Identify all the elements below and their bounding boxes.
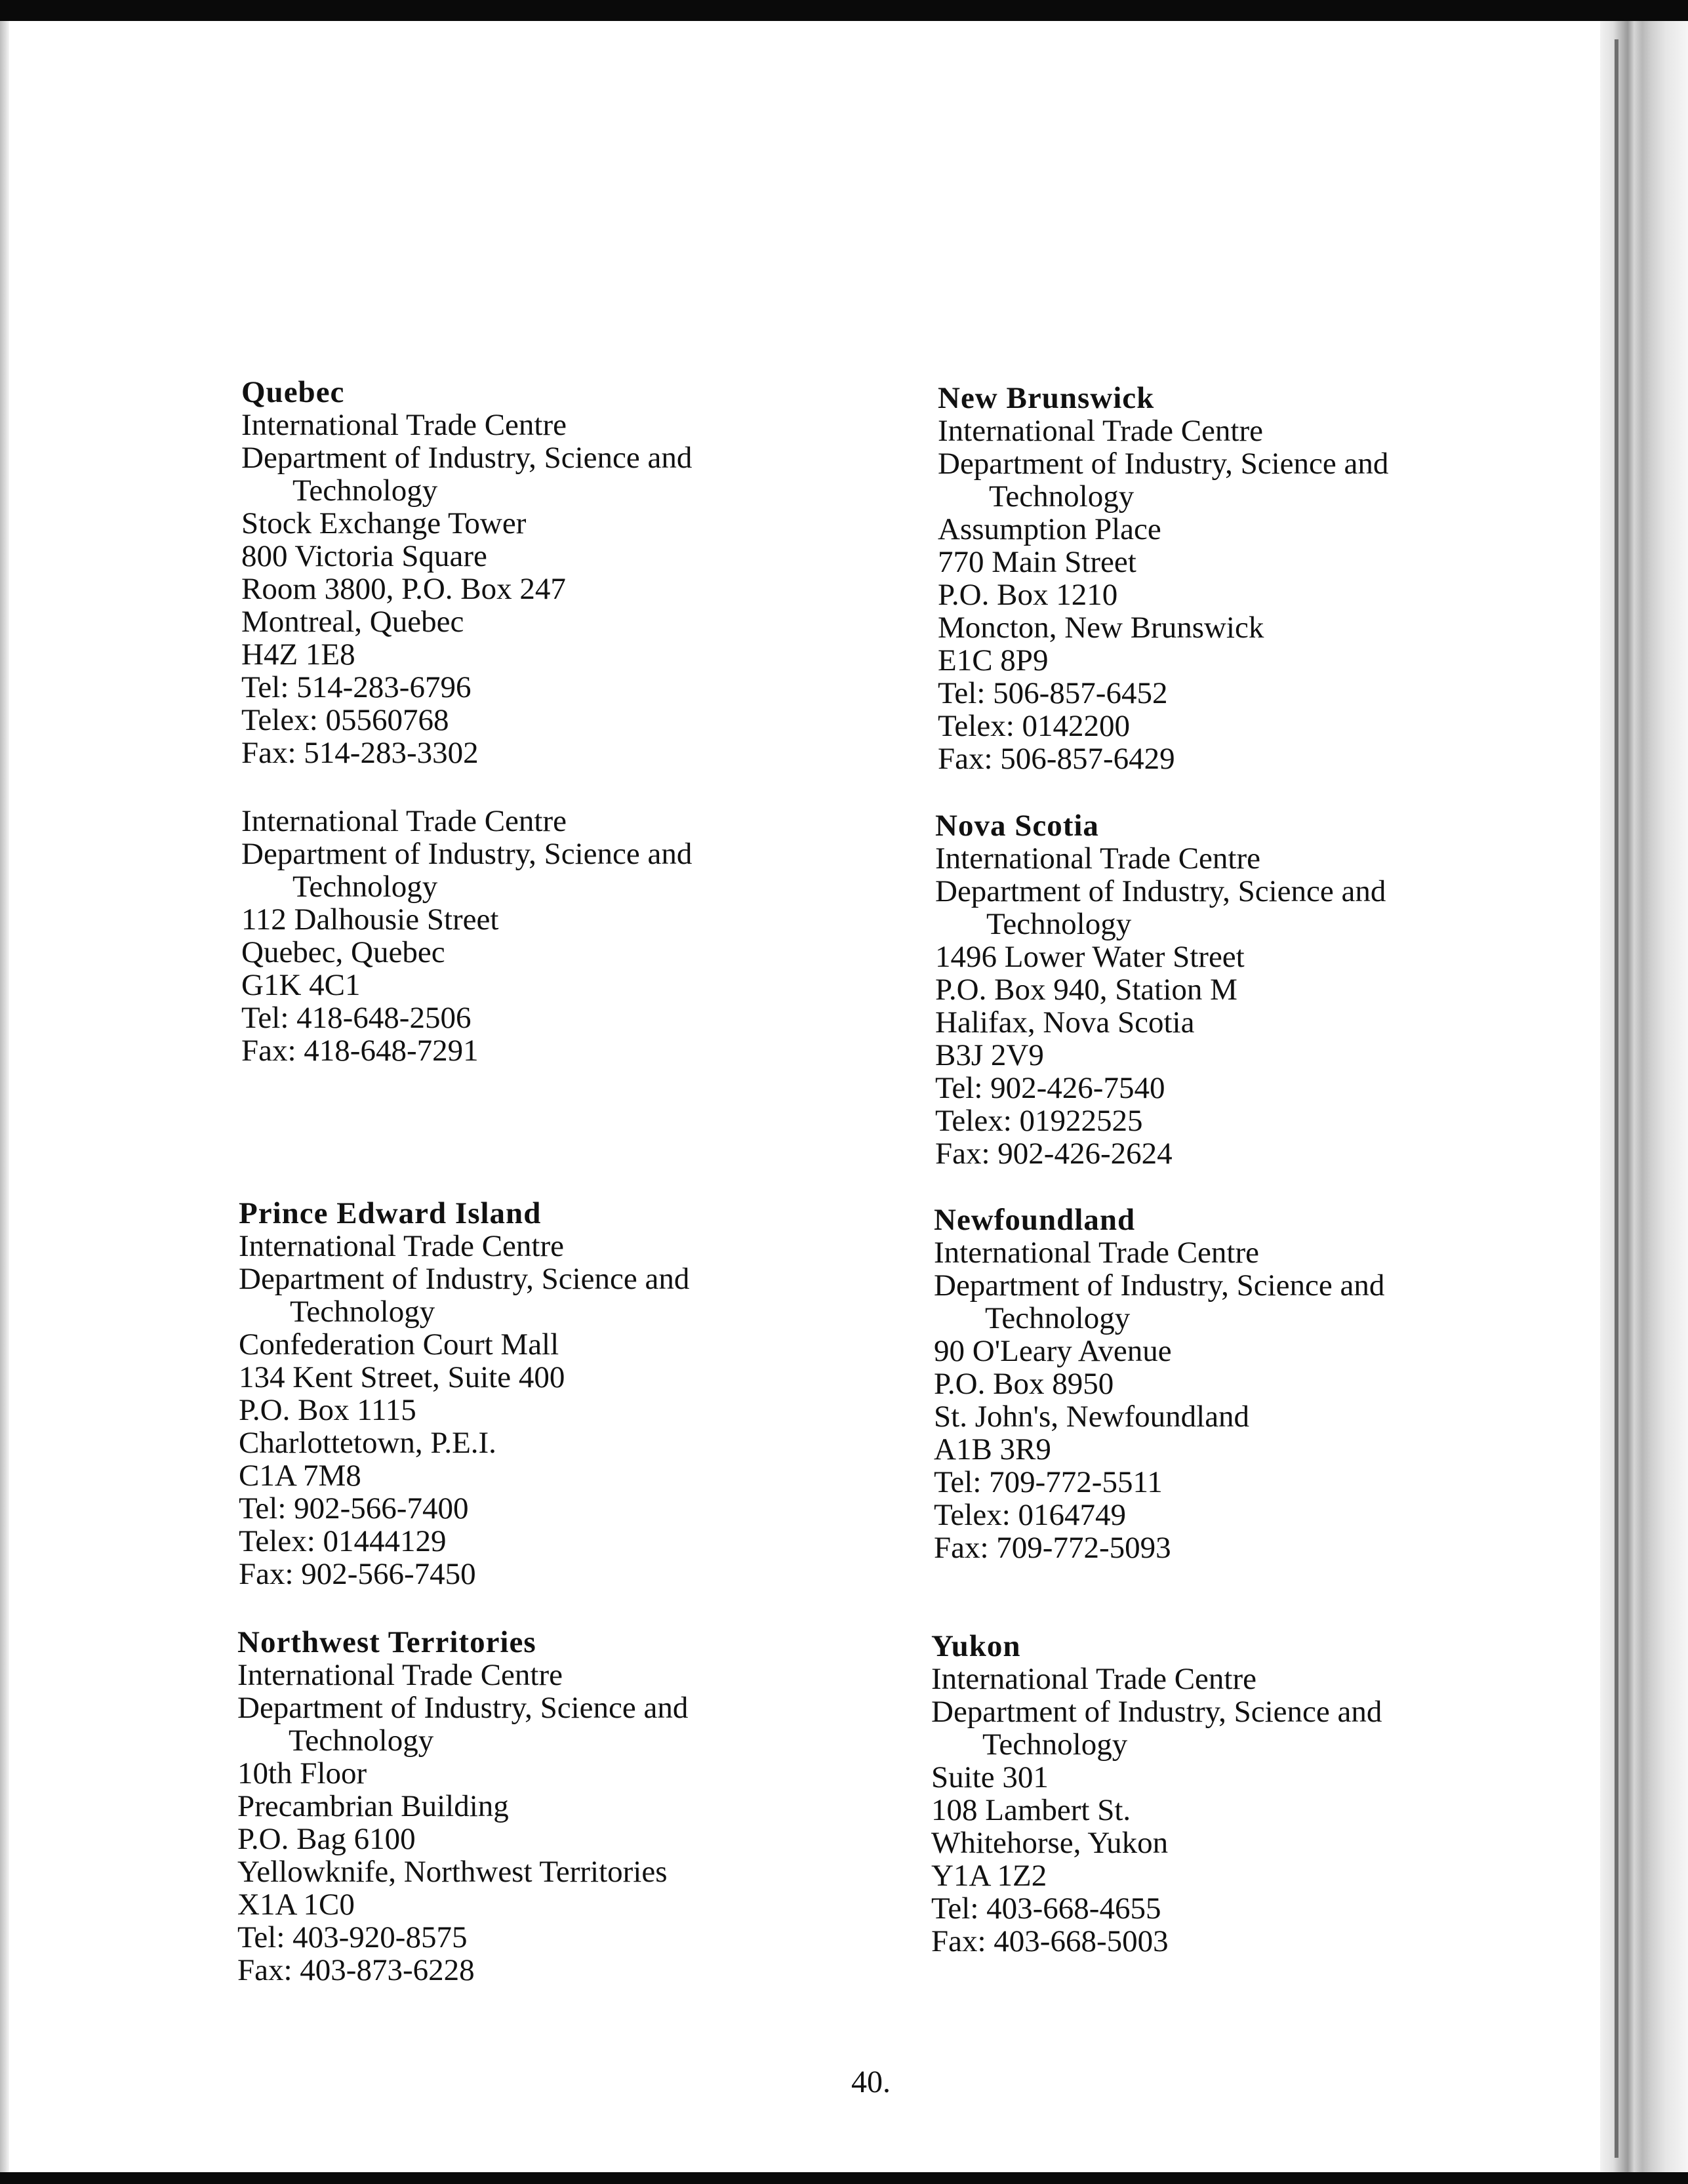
entry-line: Department of Industry, Science and: [241, 837, 693, 871]
entry-line: Department of Industry, Science and: [934, 1268, 1385, 1303]
entry-line: Room 3800, P.O. Box 247: [241, 572, 566, 606]
page-number: 40.: [851, 2065, 891, 2099]
entry-line: Precambrian Building: [237, 1789, 509, 1823]
entry-line: Telex: 05560768: [241, 703, 449, 737]
entry-line: Quebec, Quebec: [241, 935, 445, 969]
office-entry-nova-scotia: [935, 809, 1386, 1170]
entry-line: C1A 7M8: [239, 1459, 361, 1493]
entry-line: Technology: [292, 870, 438, 904]
entry-line: St. John's, Newfoundland: [934, 1400, 1250, 1434]
entry-line: Tel: 403-920-8575: [237, 1920, 468, 1954]
entry-line: Suite 301: [931, 1760, 1049, 1794]
entry-line: Department of Industry, Science and: [931, 1695, 1382, 1729]
entry-line: 770 Main Street: [938, 545, 1136, 579]
entry-heading: Yukon: [931, 1629, 1021, 1663]
office-entry-northwest-territories: [237, 1626, 688, 1987]
entry-line: P.O. Box 8950: [934, 1367, 1114, 1401]
office-entry-newfoundland: [934, 1203, 1384, 1564]
entry-line: International Trade Centre: [241, 804, 567, 838]
entry-line: Department of Industry, Science and: [239, 1262, 690, 1296]
entry-line: Fax: 709-772-5093: [934, 1531, 1171, 1565]
entry-line: Department of Industry, Science and: [237, 1691, 689, 1725]
entry-line: Fax: 514-283-3302: [241, 736, 479, 770]
entry-line: E1C 8P9: [938, 643, 1049, 677]
entry-line: H4Z 1E8: [241, 637, 355, 672]
entry-line: Telex: 01922525: [935, 1104, 1143, 1138]
entry-line: Fax: 403-873-6228: [237, 1953, 475, 1987]
entry-line: A1B 3R9: [934, 1432, 1051, 1466]
entry-line: 800 Victoria Square: [241, 539, 487, 573]
entry-heading: Prince Edward Island: [239, 1196, 542, 1230]
office-entry-new-brunswick: [938, 382, 1388, 775]
office-entry-quebec-city: [241, 805, 692, 1067]
entry-line: 108 Lambert St.: [931, 1793, 1131, 1827]
entry-line: Tel: 902-566-7400: [239, 1491, 469, 1526]
entry-line: Moncton, New Brunswick: [938, 611, 1264, 645]
entry-line: B3J 2V9: [935, 1038, 1044, 1072]
entry-line: Tel: 506-857-6452: [938, 676, 1168, 710]
scan-left-shadow: [0, 21, 9, 2172]
entry-line: Fax: 506-857-6429: [938, 742, 1175, 776]
entry-line: Department of Industry, Science and: [935, 874, 1386, 908]
entry-line: Confederation Court Mall: [239, 1327, 559, 1362]
entry-line: G1K 4C1: [241, 968, 361, 1002]
entry-line: Fax: 403-668-5003: [931, 1924, 1169, 1958]
entry-heading: Northwest Territories: [237, 1625, 536, 1659]
entry-line: 134 Kent Street, Suite 400: [239, 1360, 565, 1394]
entry-line: International Trade Centre: [935, 841, 1260, 876]
office-entry-yukon: [931, 1630, 1382, 1958]
entry-line: Tel: 902-426-7540: [935, 1071, 1165, 1105]
entry-line: Halifax, Nova Scotia: [935, 1005, 1195, 1040]
entry-line: P.O. Box 940, Station M: [935, 973, 1237, 1007]
entry-line: Telex: 0164749: [934, 1498, 1127, 1532]
entry-line: Whitehorse, Yukon: [931, 1826, 1169, 1860]
entry-heading: Quebec: [241, 375, 345, 409]
entry-line: Tel: 709-772-5511: [934, 1465, 1163, 1499]
entry-line: Tel: 514-283-6796: [241, 670, 472, 704]
entry-line: 1496 Lower Water Street: [935, 940, 1245, 974]
entry-line: P.O. Box 1210: [938, 578, 1118, 612]
scan-top-border: [0, 0, 1688, 21]
entry-line: Technology: [289, 1724, 434, 1758]
entry-heading: Newfoundland: [934, 1203, 1136, 1237]
entry-line: Department of Industry, Science and: [938, 447, 1389, 481]
entry-line: International Trade Centre: [931, 1662, 1256, 1696]
entry-line: P.O. Bag 6100: [237, 1822, 416, 1856]
office-entry-quebec-montreal: [241, 376, 692, 769]
entry-heading: Nova Scotia: [935, 809, 1099, 843]
entry-line: Telex: 01444129: [239, 1524, 447, 1558]
office-entry-prince-edward-island: [239, 1197, 689, 1590]
entry-line: P.O. Box 1115: [239, 1393, 416, 1427]
entry-line: Technology: [982, 1728, 1128, 1762]
entry-line: Yellowknife, Northwest Territories: [237, 1855, 668, 1889]
entry-line: Fax: 418-648-7291: [241, 1034, 479, 1068]
entry-line: International Trade Centre: [938, 414, 1263, 448]
entry-line: International Trade Centre: [237, 1658, 563, 1692]
entry-line: Technology: [292, 474, 438, 508]
entry-line: 112 Dalhousie Street: [241, 902, 499, 937]
entry-line: Telex: 0142200: [938, 709, 1131, 743]
entry-line: Technology: [986, 907, 1132, 941]
entry-line: International Trade Centre: [934, 1236, 1259, 1270]
entry-line: Montreal, Quebec: [241, 605, 464, 639]
entry-line: International Trade Centre: [241, 408, 567, 442]
entry-line: Stock Exchange Tower: [241, 506, 527, 540]
entry-line: Technology: [985, 1301, 1131, 1335]
entry-line: Fax: 902-566-7450: [239, 1557, 476, 1591]
entry-line: Tel: 418-648-2506: [241, 1001, 472, 1035]
entry-heading: New Brunswick: [938, 381, 1155, 415]
entry-line: X1A 1C0: [237, 1888, 355, 1922]
entry-line: Charlottetown, P.E.I.: [239, 1426, 496, 1460]
entry-line: Department of Industry, Science and: [241, 441, 693, 475]
entry-line: Y1A 1Z2: [931, 1859, 1047, 1893]
page-binding-edge: [1600, 21, 1688, 2172]
page-binding-line: [1615, 39, 1618, 2158]
entry-line: Assumption Place: [938, 512, 1161, 546]
entry-line: International Trade Centre: [239, 1229, 564, 1263]
scan-bottom-border: [0, 2172, 1688, 2184]
entry-line: Tel: 403-668-4655: [931, 1891, 1161, 1926]
entry-line: Fax: 902-426-2624: [935, 1137, 1173, 1171]
entry-line: Technology: [290, 1295, 435, 1329]
entry-line: 10th Floor: [237, 1756, 367, 1790]
entry-line: Technology: [989, 479, 1135, 514]
entry-line: 90 O'Leary Avenue: [934, 1334, 1172, 1368]
